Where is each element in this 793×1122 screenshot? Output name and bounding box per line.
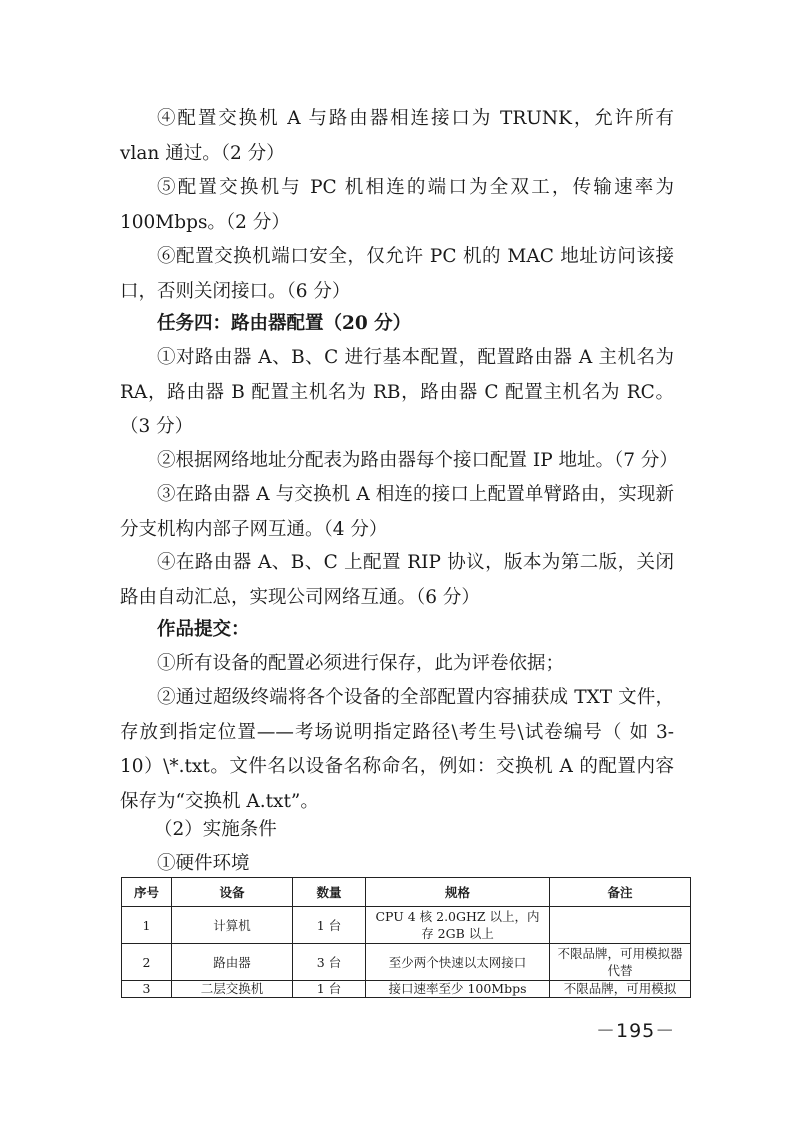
table-cell [550,907,691,944]
section-conditions: （2）实施条件 [154,819,277,840]
header-quantity: 数量 [293,878,366,907]
table-cell: 路由器 [172,944,293,981]
hardware-table [121,877,691,998]
heading-task-four: 任务四：路由器配置（20 分） [157,313,412,334]
table-cell: 1 台 [293,907,366,944]
header-device: 设备 [172,878,293,907]
paragraph-basic-config: ①对路由器 A、B、C 进行基本配置，配置路由器 A 主机名为 RA，路由器 B 配置主机名为 RB，路由器 C 配置主机名为 RC。（3 分） [120,347,674,437]
paragraph-duplex: ⑤配置交换机与 PC 机相连的端口为全双工，传输速率为 100Mbps。（2 分） [120,177,674,233]
table-cell: 3 台 [293,944,366,981]
table-cell: CPU 4 核 2.0GHZ 以上，内存 2GB 以上 [366,907,550,944]
table-cell: 不限品牌，可用模拟器代替 [550,944,691,981]
table-cell: 计算机 [172,907,293,944]
table-cell: 至少两个快速以太网接口 [366,944,550,981]
table-row [122,944,691,981]
paragraph-rip: ④在路由器 A、B、C 上配置 RIP 协议，版本为第二版，关闭路由自动汇总，实现公司网络互通。（6 分） [120,552,674,608]
table-cell: 3 [122,981,172,998]
paragraph-router-on-stick: ③在路由器 A 与交换机 A 相连的接口上配置单臂路由，实现新分支机构内部子网互通。（4 分） [120,484,674,540]
paragraph-trunk: ④配置交换机 A 与路由器相连接口为 TRUNK，允许所有 vlan 通过。（2 分） [120,108,674,164]
table-cell: 不限品牌，可用模拟 [550,981,691,998]
paragraph-capture-txt: ②通过超级终端将各个设备的全部配置内容捕获成 TXT 文件，存放到指定位置——考场说明指定路径\考生号\试卷编号（ 如 3-10）\*.txt。文件名以设备名称命名，例如：交换机 A 的配置内容保存为“交换机 A.txt”。 [120,687,674,812]
header-index: 序号 [122,878,172,907]
paragraph-port-security: ⑥配置交换机端口安全，仅允许 PC 机的 MAC 地址访问该接口，否则关闭接口。（6 分） [120,246,674,302]
header-remark: 备注 [550,878,691,907]
header-spec: 规格 [366,878,550,907]
page-number: －195－ [596,1020,676,1042]
paragraph-save-config: ①所有设备的配置必须进行保存，此为评卷依据； [157,653,565,674]
table-cell: 2 [122,944,172,981]
section-hardware: ①硬件环境 [157,853,250,874]
table-row [122,907,691,944]
table-cell: 1 台 [293,981,366,998]
heading-submission: 作品提交： [157,619,250,640]
paragraph-ip-config: ②根据网络地址分配表为路由器每个接口配置 IP 地址。（7 分） [157,450,678,471]
table-cell: 接口速率至少 100Mbps [366,981,550,998]
table-header-row [122,878,691,907]
table-cell: 二层交换机 [172,981,293,998]
table-cell: 1 [122,907,172,944]
table-row [122,981,691,998]
